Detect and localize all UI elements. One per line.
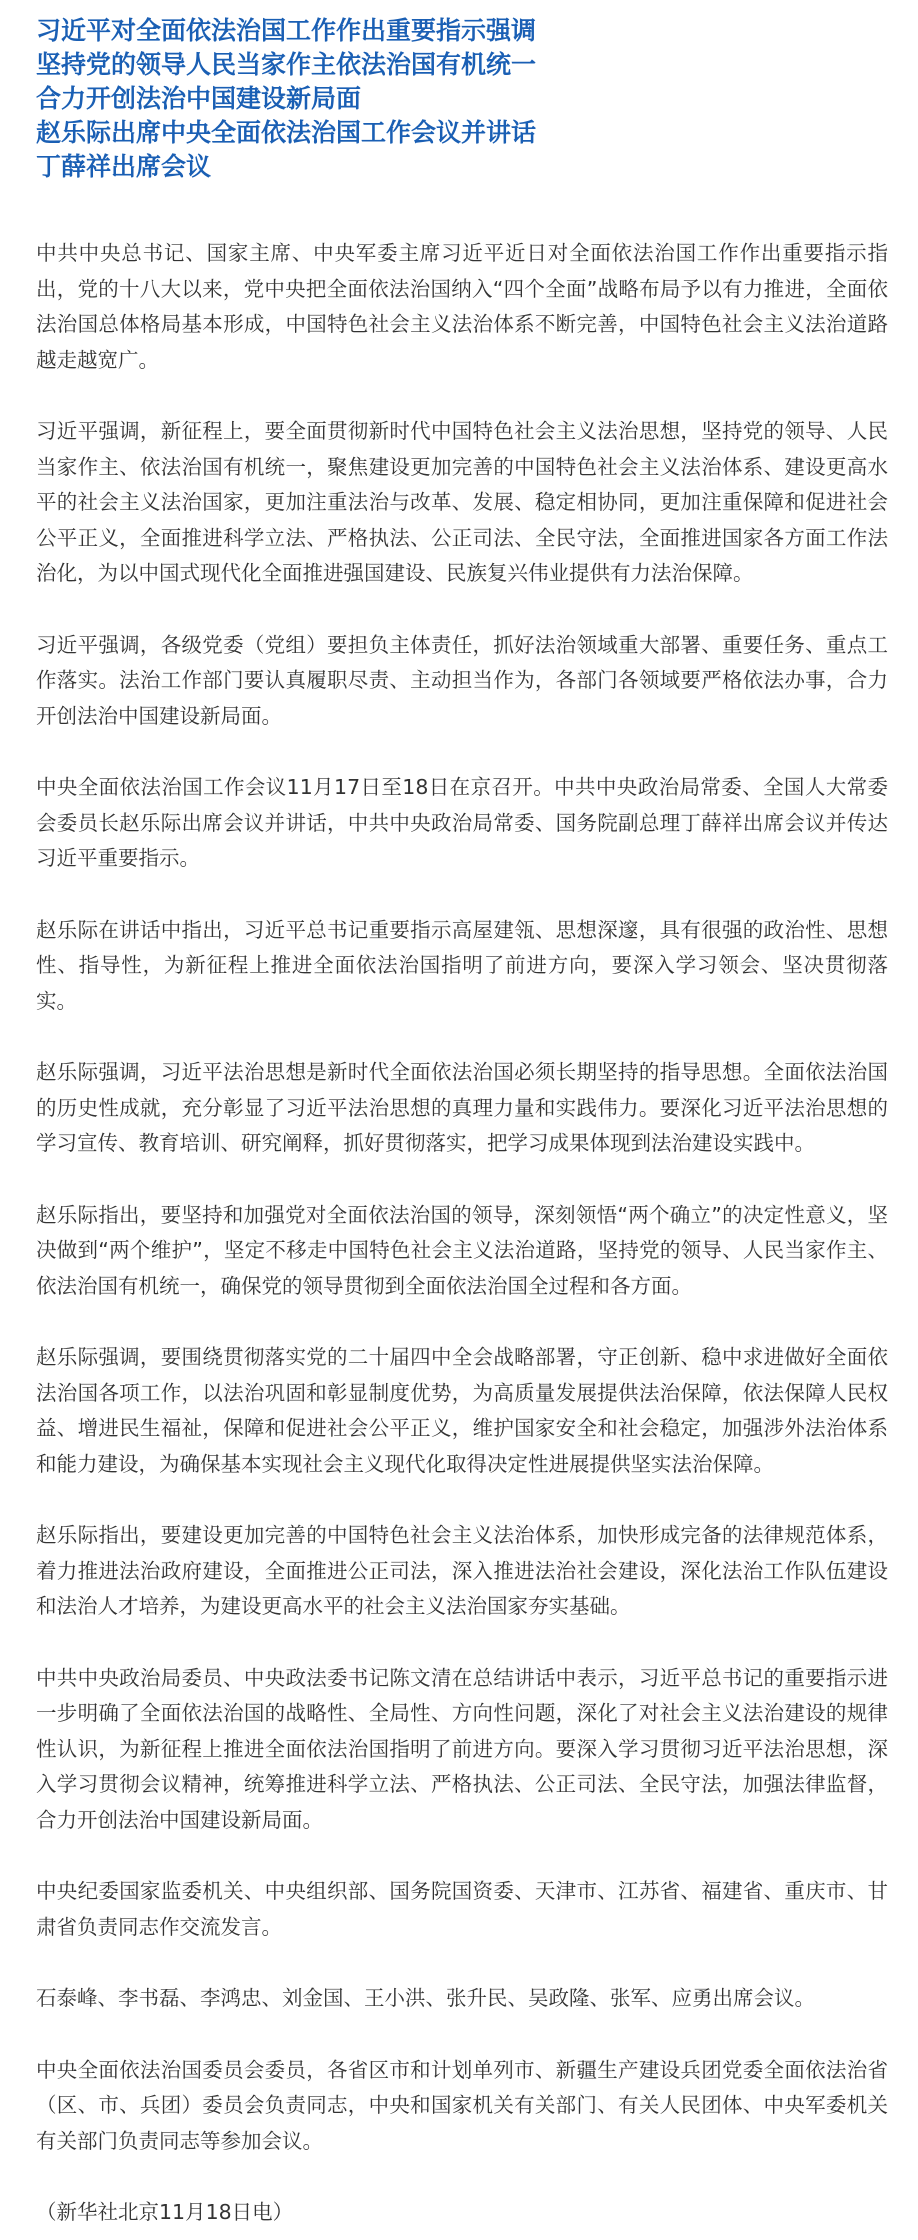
headline-line-2: 坚持党的领导人民当家作主依法治国有机统一 — [36, 50, 537, 79]
headline-line-1: 习近平对全面依法治国工作作出重要指示强调 — [36, 16, 537, 45]
body-paragraph: 习近平强调，各级党委（党组）要担负主体责任，抓好法治领域重大部署、重要任务、重点工作落实。法治工作部门要认真履职尽责、主动担当作为，各部门各领域要严格依法办事，合力开创法治中国建设新局面。 — [36, 632, 888, 728]
article-body — [36, 236, 888, 2231]
body-paragraph: 中央全面依法治国工作会议11月17日至18日在京召开。中共中央政治局常委、全国人大常委会委员长赵乐际出席会议并讲话，中共中央政治局常委、国务院副总理丁薛祥出席会议并传达习近平重要指示。 — [36, 775, 888, 870]
headline-line-3: 合力开创法治中国建设新局面 — [36, 84, 362, 113]
body-paragraph: 赵乐际在讲话中指出，习近平总书记重要指示高屋建瓴、思想深邃，具有很强的政治性、思想性、指导性，为新征程上推进全面依法治国指明了前进方向，要深入学习领会、坚决贯彻落实。 — [36, 917, 888, 1013]
body-paragraph: 赵乐际强调，习近平法治思想是新时代全面依法治国必须长期坚持的指导思想。全面依法治国的历史性成就，充分彰显了习近平法治思想的真理力量和实践伟力。要深化习近平法治思想的学习宣传、教育培训、研究阐释，抓好贯彻落实，把学习成果体现到法治建设实践中。 — [36, 1060, 888, 1155]
body-paragraph: 中央全面依法治国委员会委员，各省区市和计划单列市、新疆生产建设兵团党委全面依法治省（区、市、兵团）委员会负责同志，中央和国家机关有关部门、有关人民团体、中央军委机关有关部门负责同志等参加会议。 — [36, 2057, 888, 2153]
body-paragraph: 石泰峰、李书磊、李鸿忠、刘金国、王小洪、张升民、吴政隆、张军、应勇出席会议。 — [36, 1986, 815, 2010]
headline-line-5: 丁薛祥出席会议 — [36, 152, 212, 181]
body-paragraph: 中共中央政治局委员、中央政法委书记陈文清在总结讲话中表示，习近平总书记的重要指示进一步明确了全面依法治国的战略性、全局性、方向性问题，深化了对社会主义法治建设的规律性认识，为新征程上推进全面依法治国指明了前进方向。要深入学习贯彻习近平法治思想，深入学习贯彻会议精神，统筹推进科学立法、严格执法、公正司法、全民守法，加强法律监督，合力开创法治中国建设新局面。 — [36, 1665, 888, 1832]
body-paragraph: 习近平强调，新征程上，要全面贯彻新时代中国特色社会主义法治思想，坚持党的领导、人民当家作主、依法治国有机统一，聚焦建设更加完善的中国特色社会主义法治体系、建设更高水平的社会主义法治国家，更加注重法治与改革、发展、稳定相协同，更加注重保障和促进社会公平正义，全面推进科学立法、严格执法、公正司法、全民守法，全面推进国家各方面工作法治化，为以中国式现代化全面推进强国建设、民族复兴伟业提供有力法治保障。 — [36, 419, 888, 585]
body-paragraph: 中共中央总书记、国家主席、中央军委主席习近平近日对全面依法治国工作作出重要指示指出，党的十八大以来，党中央把全面依法治国纳入“四个全面”战略布局予以有力推进，全面依法治国总体格局基本形成，中国特色社会主义法治体系不断完善，中国特色社会主义法治道路越走越宽广。 — [36, 241, 888, 372]
headline — [36, 14, 888, 184]
body-paragraph: 赵乐际指出，要建设更加完善的中国特色社会主义法治体系，加快形成完备的法律规范体系，着力推进法治政府建设，全面推进公正司法，深入推进法治社会建设，深化法治工作队伍建设和法治人才培养，为建设更高水平的社会主义法治国家夯实基础。 — [36, 1523, 888, 1618]
body-paragraph: 赵乐际强调，要围绕贯彻落实党的二十届四中全会战略部署，守正创新、稳中求进做好全面依法治国各项工作，以法治巩固和彰显制度优势，为高质量发展提供法治保障，依法保障人民权益、增进民生福祉，保障和促进社会公平正义，维护国家安全和社会稳定，加强涉外法治体系和能力建设，为确保基本实现社会主义现代化取得决定性进展提供坚实法治保障。 — [36, 1345, 888, 1476]
body-paragraph: 中央纪委国家监委机关、中央组织部、国务院国资委、天津市、江苏省、福建省、重庆市、甘肃省负责同志作交流发言。 — [36, 1879, 888, 1939]
headline-line-4: 赵乐际出席中央全面依法治国工作会议并讲话 — [36, 118, 537, 147]
body-paragraph: 赵乐际指出，要坚持和加强党对全面依法治国的领导，深刻领悟“两个确立”的决定性意义，坚决做到“两个维护”，坚定不移走中国特色社会主义法治道路，坚持党的领导、人民当家作主、依法治国有机统一，确保党的领导贯彻到全面依法治国全过程和各方面。 — [36, 1202, 888, 1298]
dateline: （新华社北京11月18日电） — [36, 2200, 294, 2224]
